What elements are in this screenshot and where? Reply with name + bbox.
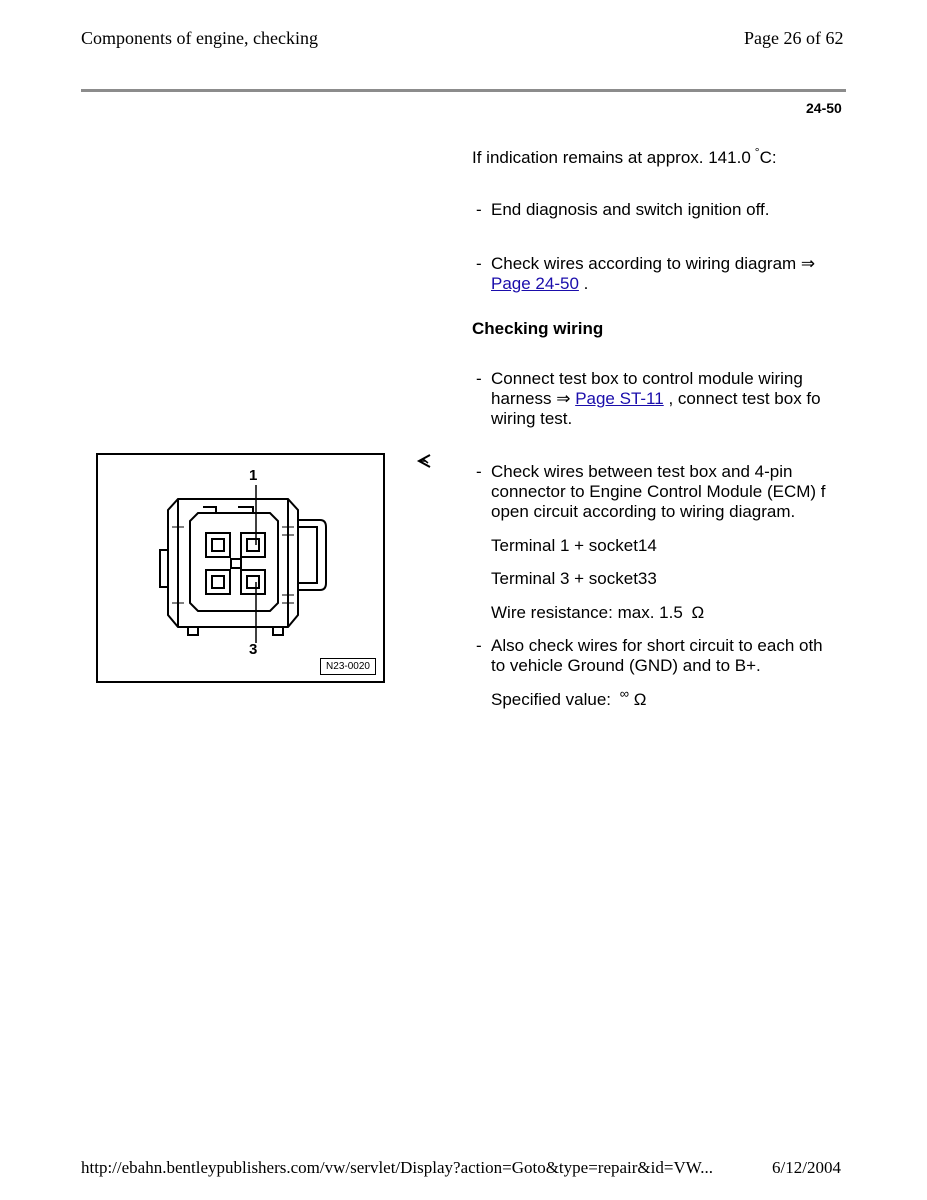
step-end-diagnosis-text: End diagnosis and switch ignition off. xyxy=(491,200,770,219)
bullet-dash: - xyxy=(476,254,482,273)
degree-symbol: ° xyxy=(754,148,760,159)
bullet-dash: - xyxy=(476,369,482,388)
step-connect-line1: Connect test box to control module wiring xyxy=(491,369,803,388)
document-title: Components of engine, checking xyxy=(81,28,318,48)
wire-resistance-spec xyxy=(491,603,704,623)
wire-resistance-text: Wire resistance: max. 1.5 xyxy=(491,603,683,622)
footer-date: 6/12/2004 xyxy=(772,1158,841,1177)
step-open-line2: connector to Engine Control Module (ECM) f xyxy=(491,482,826,501)
procedure-content xyxy=(472,148,846,718)
bullet-dash: - xyxy=(476,462,482,481)
connector-drawing xyxy=(98,455,383,681)
pin-1-label: 1 xyxy=(249,467,258,484)
ohm-symbol: Ω xyxy=(633,690,647,709)
step-connect-line2-before: harness ⇒ xyxy=(491,389,571,408)
ohm-symbol: Ω xyxy=(691,603,705,622)
terminal-3-spec: Terminal 3 + socket33 xyxy=(491,569,657,588)
page-code: 24-50 xyxy=(806,100,842,116)
section-heading: Checking wiring xyxy=(472,319,604,338)
specified-value-text: Specified value: xyxy=(491,690,612,709)
bullet-dash: - xyxy=(476,200,482,219)
indication-unit: C: xyxy=(759,148,777,167)
step-check-wires-end: . xyxy=(583,274,589,293)
indication-text: If indication remains at approx. 141.0 xyxy=(472,148,751,167)
step-connect-line2-after: , connect test box fo xyxy=(668,389,821,408)
bullet-dash: - xyxy=(476,636,482,655)
link-page-24-50[interactable]: Page 24-50 xyxy=(491,274,579,293)
header-divider xyxy=(81,89,846,92)
figure-code: N23-0020 xyxy=(320,658,376,675)
footer-url: http://ebahn.bentleypublishers.com/vw/servlet/Display?action=Goto&type=repair&id=VW... xyxy=(81,1158,713,1177)
step-short-line2: to vehicle Ground (GND) and to B+. xyxy=(491,656,761,675)
step-short-line1: Also check wires for short circuit to each oth xyxy=(491,636,823,655)
step-open-line1: Check wires between test box and 4-pin xyxy=(491,462,793,481)
step-open-line3: open circuit according to wiring diagram. xyxy=(491,502,796,521)
page-indicator: Page 26 of 62 xyxy=(744,28,844,48)
step-connect-line3: wiring test. xyxy=(491,409,573,428)
infinity-symbol: ∞ xyxy=(619,686,630,701)
link-page-st-11[interactable]: Page ST-11 xyxy=(575,389,664,408)
figure-pointer-icon xyxy=(416,453,432,469)
pin-3-label: 3 xyxy=(249,641,258,658)
terminal-1-spec: Terminal 1 + socket14 xyxy=(491,536,657,555)
connector-figure xyxy=(96,453,385,683)
indication-paragraph xyxy=(472,148,846,169)
step-check-wires-text: Check wires according to wiring diagram ⇒ xyxy=(491,254,816,273)
specified-value-spec xyxy=(491,686,647,711)
